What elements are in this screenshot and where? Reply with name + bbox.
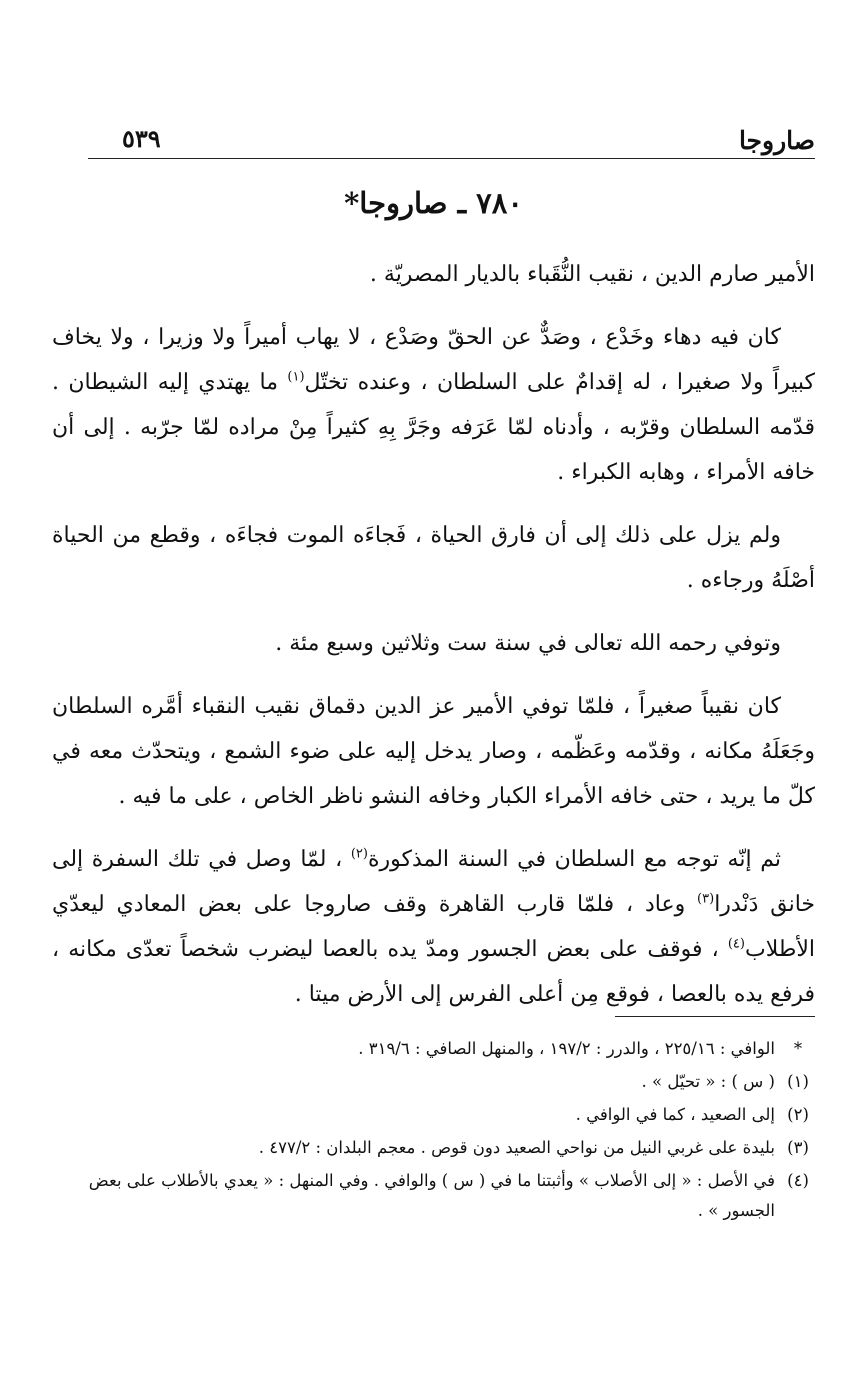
footnote-text: بليدة على غربي النيل من نواحي الصعيد دون قوص . معجم البلدان : ٤٧٧/٢ . <box>258 1138 775 1157</box>
paragraph-death-date: وتوفي رحمه الله تعالى في سنة ست وثلاثين وسبع مئة . <box>275 631 781 656</box>
footnote-item <box>52 1034 815 1064</box>
footnotes <box>52 1034 815 1229</box>
footnote-divider <box>615 1016 815 1017</box>
running-header <box>88 120 815 159</box>
page-number: ٥٣٩ <box>122 124 161 153</box>
footnote-mark: (٣) <box>787 1138 809 1157</box>
paragraph-final-journey <box>52 837 815 1017</box>
text-run: ثم إنّه توجه مع السلطان في السنة المذكورة <box>367 847 781 872</box>
footnote-item <box>52 1133 815 1163</box>
paragraph-description <box>52 315 815 495</box>
paragraph-intro: الأمير صارم الدين ، نقيب النُّقَباء بالديار المصريّة . <box>369 262 815 287</box>
entry-heading: ٧٨٠ ـ صاروجا* <box>344 186 523 220</box>
footnote-text: ( س ) : « تحيّل » . <box>641 1072 775 1091</box>
footnote-text: في الأصل : « إلى الأصلاب » وأثبتنا ما في ( س ) والوافي . وفي المنهل : « يعدي بالأطلاب على بعض الجسور » . <box>88 1171 775 1220</box>
running-title: صاروجا <box>738 126 815 155</box>
footnote-mark: * <box>793 1039 803 1058</box>
footnote-mark: (١) <box>787 1072 809 1091</box>
footnote-text: إلى الصعيد ، كما في الوافي . <box>575 1105 775 1124</box>
footnote-ref[interactable]: (٢) <box>350 846 368 862</box>
footnote-mark: (٤) <box>787 1171 809 1190</box>
footnote-item <box>52 1100 815 1130</box>
footnote-ref[interactable]: (١) <box>287 369 305 385</box>
text-run: ، لمّا وصل في تلك السفرة إلى خانق دَنْدرا <box>52 847 815 917</box>
footnote-mark: (٢) <box>787 1105 809 1124</box>
text-run: كان فيه دهاء وخَدْع ، وصَدٌّ عن الحقّ وصَدْع ، لا يهاب أميراً ولا وزيرا ، ولا يخاف كبيراً ولا صغيرا ، له إقدامٌ على السلطان ، وعنده تختّل <box>52 325 815 395</box>
footnote-item <box>52 1166 815 1226</box>
footnote-item <box>52 1067 815 1097</box>
footnote-text: الوافي : ٢٢٥/١٦ ، والدرر : ١٩٧/٢ ، والمنهل الصافي : ٣١٩/٦ . <box>358 1039 775 1058</box>
paragraph-career: كان نقيباً صغيراً ، فلمّا توفي الأمير عز الدين دقماق نقيب النقباء أمَّره السلطان وجَعَلَهُ مكانه ، وقدّمه وعَظّمه ، وصار يدخل إليه على ضوء الشمع ، ويتحدّث معه في كلّ ما يريد ، حتى خافه الأمراء الكبار وخافه النشو ناظر الخاص ، على ما فيه . <box>52 694 815 809</box>
text-run: ما يهتدي إليه الشيطان . قدّمه السلطان وقرّبه ، وأدناه لمّا عَرَفه وجَرَّ بِهِ كثيراً مِنْ مراده لمّا جرّبه . إلى أن خافه الأمراء ، وهابه الكبراء . <box>52 370 815 485</box>
entry-body <box>52 252 815 1035</box>
text-run: ، فوقف على بعض الجسور ومدّ يده بالعصا ليضرب شخصاً تعدّى مكانه ، فرفع يده بالعصا ، فوقع مِن أعلى الفرس إلى الأرض ميتا . <box>52 937 815 1007</box>
footnote-ref[interactable]: (٤) <box>727 936 745 952</box>
paragraph-death: ولم يزل على ذلك إلى أن فارق الحياة ، فَجاءَه الموت فجاءَه ، وقطع من الحياة أصْلَهُ ورجاءه . <box>52 523 815 593</box>
text-run: وعاد ، فلمّا قارب القاهرة وقف صاروجا على بعض المعادي ليعدّي الأطلاب <box>52 892 815 962</box>
footnote-ref[interactable]: (٣) <box>697 891 715 907</box>
